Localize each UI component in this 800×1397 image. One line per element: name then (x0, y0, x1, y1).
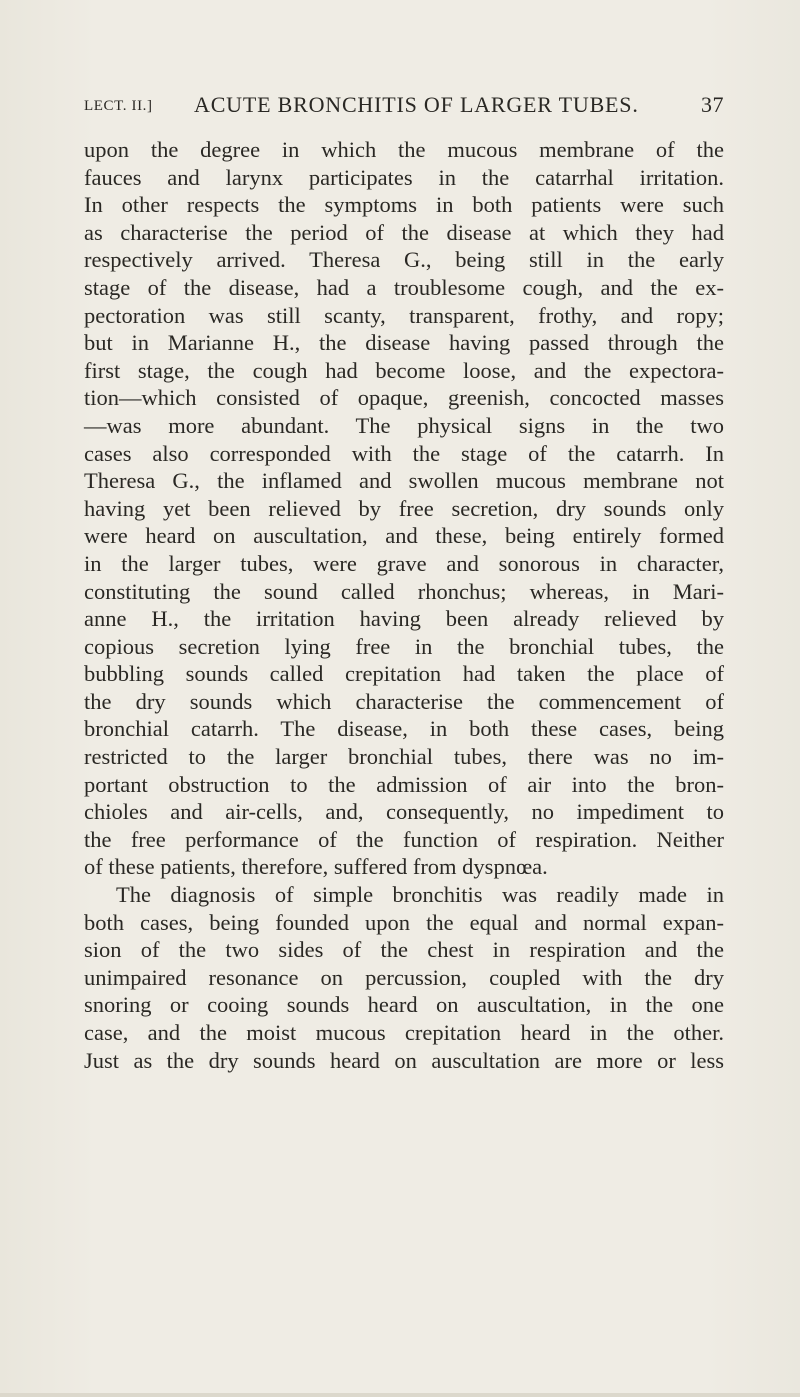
scan-edge (0, 1393, 800, 1397)
text-line: anne H., the irritation having been already relieved by (84, 606, 724, 632)
text-line: snoring or cooing sounds heard on auscultation, in the one (84, 992, 724, 1018)
text-line: the free performance of the function of respiration. Neither (84, 826, 724, 852)
text-line: having yet been relieved by free secretion, dry sounds only (84, 495, 724, 521)
text-line: unimpaired resonance on percussion, coupled with the dry (84, 964, 724, 990)
text-line: Theresa G., the inflamed and swollen mucous membrane not (84, 468, 724, 494)
text-line: were heard on auscultation, and these, being entirely formed (84, 523, 724, 549)
text-line: but in Marianne H., the disease having passed through the (84, 330, 724, 356)
text-line: first stage, the cough had become loose, and the expectora- (84, 357, 724, 383)
text-line: portant obstruction to the admission of air into the bron- (84, 771, 724, 797)
text-line: both cases, being founded upon the equal and normal expan- (84, 909, 724, 935)
text-line: upon the degree in which the mucous membrane of the (84, 137, 724, 162)
text-line: constituting the sound called rhonchus; whereas, in Mari- (84, 578, 724, 604)
text-line: case, and the moist mucous crepitation heard in the other. (84, 1020, 724, 1045)
text-line: cases also corresponded with the stage of the catarrh. In (84, 440, 724, 466)
text-line: as characterise the period of the disease at which they had (84, 219, 724, 245)
text-line: of these patients, therefore, suffered from dyspnœa. (84, 854, 548, 880)
body-text (84, 136, 724, 1074)
page-number: 37 (701, 92, 724, 117)
text-line: stage of the disease, had a troublesome cough, and the ex- (84, 274, 724, 300)
text-line: The diagnosis of simple bronchitis was readily made in (116, 882, 724, 908)
running-header (84, 92, 724, 128)
text-line: bronchial catarrh. The disease, in both these cases, being (84, 716, 724, 742)
text-line: sion of the two sides of the chest in respiration and the (84, 937, 724, 963)
text-line: bubbling sounds called crepitation had taken the place of (84, 661, 724, 687)
text-line: the dry sounds which characterise the commencement of (84, 688, 724, 714)
text-line: Just as the dry sounds heard on auscultation are more or less (84, 1047, 724, 1073)
text-line: respectively arrived. Theresa G., being still in the early (84, 247, 724, 273)
text-line: copious secretion lying free in the bronchial tubes, the (84, 633, 724, 659)
running-title: ACUTE BRONCHITIS OF LARGER TUBES. (194, 92, 639, 117)
text-line: pectoration was still scanty, transparent, frothy, and ropy; (84, 302, 724, 328)
text-line: fauces and larynx participates in the catarrhal irritation. (84, 164, 724, 190)
text-line: tion—which consisted of opaque, greenish, concocted masses (84, 385, 724, 411)
text-line: in the larger tubes, were grave and sonorous in character, (84, 550, 724, 576)
text-line: restricted to the larger bronchial tubes, there was no im- (84, 744, 724, 770)
text-line: In other respects the symptoms in both patients were such (84, 192, 724, 218)
lecture-marker: LECT. II.] (84, 98, 153, 114)
text-line: —was more abundant. The physical signs in the two (84, 412, 724, 438)
text-line: chioles and air-cells, and, consequently, no impediment to (84, 799, 724, 825)
